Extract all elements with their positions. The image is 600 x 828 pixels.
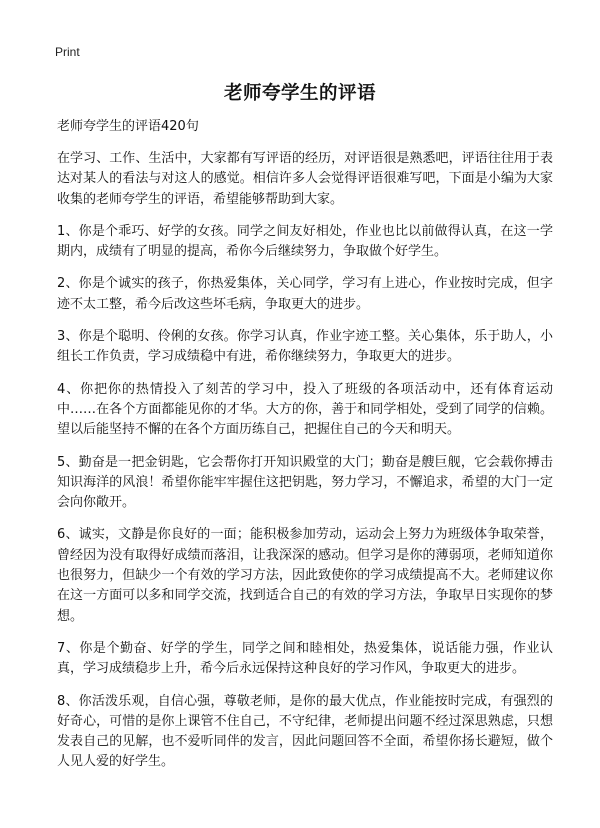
document-body bbox=[57, 117, 553, 785]
page-title: 老师夸学生的评语 bbox=[223, 83, 376, 104]
intro-paragraph: 在学习、工作、生活中，大家都有写评语的经历，对评语很是熟悉吧，评语往往用于表达对某人的看法与对这人的感觉。相信许多人会觉得评语很难写吧，下面是小编为大家收集的老师夸学生的评语，希望能够帮助到大家。 bbox=[57, 151, 553, 207]
comment-item-5: 5、勤奋是一把金钥匙，它会帮你打开知识殿堂的大门；勤奋是艘巨舰，它会载你搏击知识海洋的风浪！希望你能牢牢握住这把钥匙，努力学习，不懈追求，希望的大门一定会向你敞开。 bbox=[57, 454, 553, 511]
comment-item-7: 7、你是个勤奋、好学的学生，同学之间和睦相处，热爱集体，说话能力强，作业认真，学习成绩稳步上升，希今后永远保持这种良好的学习作风，争取更大的进步。 bbox=[57, 640, 553, 677]
comment-item-1: 1、你是个乖巧、好学的女孩。同学之间友好相处，作业也比以前做得认真，在这一学期内，成绩有了明显的提高，希你今后继续努力，争取做个好学生。 bbox=[57, 223, 553, 260]
print-label: Print bbox=[55, 45, 80, 59]
document-subtitle: 老师夸学生的评语420句 bbox=[57, 119, 199, 134]
comment-item-4: 4、你把你的热情投入了刻苦的学习中，投入了班级的各项活动中，还有体育运动中……在各个方面都能见你的才华。大方的你，善于和同学相处，受到了同学的信赖。望以后能坚持不懈的在各个方面历练自己，把握住自己的今天和明天。 bbox=[57, 381, 553, 438]
comment-item-6: 6、诚实，文静是你良好的一面；能积极参加劳动，运动会上努力为班级体争取荣誉，曾经因为没有取得好成绩而落泪，让我深深的感动。但学习是你的薄弱项，老师知道你也很努力，但缺少一个有效的学习方法，因此致使你的学习成绩提高不大。老师建议你在这一方面可以多和同学交流，找到适合自己的有效的学习方法，争取早日实现你的梦想。 bbox=[57, 527, 553, 624]
comment-item-3: 3、你是个聪明、伶俐的女孩。你学习认真，作业字迹工整。关心集体，乐于助人，小组长工作负责，学习成绩稳中有进，希你继续努力，争取更大的进步。 bbox=[57, 329, 553, 365]
comment-item-2: 2、你是个诚实的孩子，你热爱集体，关心同学，学习有上进心，作业按时完成，但字迹不太工整，希今后改这些坏毛病，争取更大的进步。 bbox=[57, 276, 553, 312]
comment-item-8: 8、你活泼乐观，自信心强，尊敬老师，是你的最大优点，作业能按时完成，有强烈的好奇心，可惜的是你上课管不住自己，不守纪律，老师提出问题不经过深思熟虑，只想发表自己的见解，也不爱听同伴的发言，因此问题回答不全面，希望你扬长避短，做个人见人爱的好学生。 bbox=[57, 693, 553, 770]
